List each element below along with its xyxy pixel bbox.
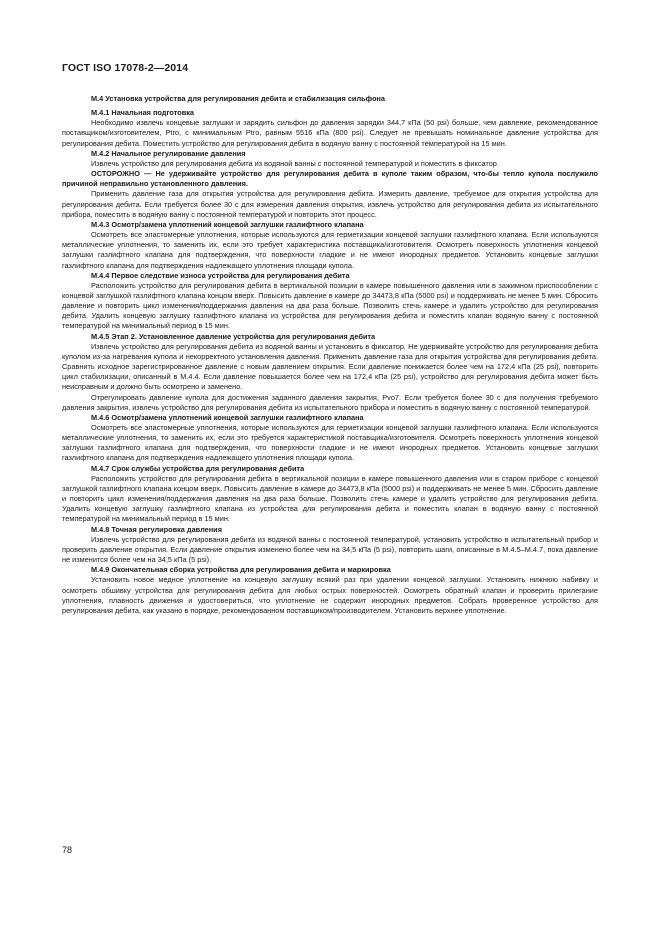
section-heading: M.4.9 Окончательная сборка устройства для регулирования дебита и маркировка: [91, 565, 391, 575]
section-heading: M.4.3 Осмотр/замена уплотнений концевой заглушки газлифтного клапана: [91, 219, 364, 229]
body-paragraph: Извлечь устройство для регулирования дебита из водяной ванны и установить в фиксатор. Не удерживайте устройство для регулирования дебита куполом из-за нагревания купола и некорректного установления давления. Применить давление газа для открытия устройства для регулирования дебита. Сравнить исходное зарегистрированное давление с новым давлением открытия. Если давление понижается более чем на 172,4 кПа (25 psi), повторить цикл стабилизации, описанный в M.4.4. Если давление повышается более чем на 172,4 кПа (25 psi), устройство для регулирования дебита может быть неисправным и должно быть осмотрено и заменено.: [62, 341, 598, 392]
body-paragraph: Установить новое медное уплотнение на концевую заглушку всякий раз при удалении концевой заглушки. Установить нижнюю набивку и осмотреть обшивку устройства для регулирования дебита для любых острых поверхностей. Осмотреть обратный клапан и проверить прилегание уплотнения, плавность движения и удостовериться, что уплотнение не содержит инородных предметов. Собрать проверенное устройство для регулирования дебита, как указано в порядке, рекомендованном поставщиком/производителем. Установить верхнее уплотнение.: [62, 575, 598, 615]
section-heading: M.4 Установка устройства для регулирования дебита и стабилизация сильфона: [91, 94, 385, 103]
body-paragraph: Осмотреть все эластомерные уплотнения, которые используются для герметизации концевой заглушки газлифтного клапана. Если используются металлические уплотнения, то заменить их, если это требуется характеристикой поставщика/изготовителя. Осмотреть поверхность уплотнения концевой заглушки газлифтного клапана для подтверждения, что поверхности гладкие и не имеют инородных предметов. Установить концевые заглушки газлифтного клапана для подтверждения надлежащего уплотнения площади купола.: [62, 423, 598, 463]
section-heading: M.4.6 Осмотр/замена уплотнений концевой заглушки газлифтного клапана: [91, 412, 364, 422]
body-paragraph: Расположить устройство для регулирования дебита в вертикальной позиции в камере повышенного давления или в старом приборе с концевой заглушкой газлифтного клапана концом вверх. Повысить давление в камере до 34473,8 кПа (5000 psi) и поддерживать не менее 5 мин. Сбросить давление и повторить цикл изменения/поддержания давления на два раза больше. Позволить стечь камере и удалить устройство для регулирования дебита. Удалить концевую заглушку газлифтного клапана из устройства для регулирования дебита и поместить клапан в водяную ванну с постоянной температурой на минимальный период в 15 мин.: [62, 473, 598, 524]
section-heading: M.4.5 Этап 2. Установленное давление устройства для регулирования дебита: [91, 331, 376, 341]
body-paragraph: Отрегулировать давление купола для достижения заданного давления закрытия, Pvo7. Если требуется более 30 с для получения требуемого давления закрытия, извлечь устройство для регулирования дебита из испытательного прибора и поместить в водяную ванну с постоянной температурой.: [62, 392, 598, 412]
section-heading: M.4.4 Первое следствие износа устройства для регулирования дебита: [91, 270, 350, 280]
body-paragraph: Расположить устройство для регулирования дебита в вертикальной позиции в камере повышенного давления или в зажимном приспособлении с концевой заглушкой газлифтного клапана концом вверх. Повысить давление в камере до 34473,8 кПа (5000 psi) и поддерживать не менее 5 мин. Сбросить давление и повторить цикл изменения/поддержания давления на два раза больше. Позволить стечь камере и удалить устройство для регулирования дебита. Удалить концевую заглушку газлифтного клапана из устройства для регулирования дебита и поместить клапан водяную ванну с постоянной температурой на минимальный период в 15 мин.: [62, 280, 598, 331]
section-heading: M.4.8 Точная регулировка давления: [91, 524, 222, 534]
page-header-title: ГОСТ ISO 17078-2—2014: [62, 62, 189, 74]
body-paragraph: Извлечь устройство для регулирования дебита из водяной ванны с постоянной температурой и поместить в фиксатор.: [91, 158, 499, 168]
body-paragraph: Осмотреть все эластомерные уплотнения, которые используются для герметизации концевой заглушки газлифтного клапана. Если используются металлические уплотнения, то заменить их, если это требует характеристика поставщика/изготовителя. Осмотреть поверхность уплотнения концевой заглушки газлифтного клапана для подтверждения, что поверхности гладкие и не имеют инородных предметов. Установить концевые заглушки газлифтного клапана для подтверждения надлежащего уплотнения площади купола.: [62, 230, 598, 270]
section-heading: M.4.7 Срок службы устройства для регулирования дебита: [91, 463, 305, 473]
page-number: 78: [62, 845, 73, 855]
section-heading: M.4.2 Начальное регулирование давления: [91, 148, 246, 158]
document-body: [62, 94, 598, 616]
section-heading: M.4.1 Начальная подготовка: [91, 108, 194, 118]
body-paragraph: Извлечь устройство для регулирования дебита из водяной ванны с постоянной температурой, установить устройство в испытательный прибор и проверить давление открытия. Если давление открытия изменено более чем на 34,5 кПа (5 psi), повторить шаги, описанные в M.4.5–M.4.7, пока давление не изменится более чем на 34,5 кПа (5 psi).: [62, 534, 598, 565]
body-paragraph: Применить давление газа для открытия устройства для регулирования дебита. Измерить давление, требуемое для открытия устройства для регулирования дебита. Если требуется более 30 с для измерения давления открытия, извлечь устройство для регулирования дебита из испытательного прибора, поместить в водяную ванну с постоянной температурой и повторить этот процесс.: [62, 189, 598, 219]
body-paragraph: Необходимо извлечь концевые заглушки и зарядить сильфон до давления зарядки 344,7 кПа (50 psi) больше, чем давление, рекомендованное поставщиком/изготовителем, Ptro, с минимальным Ptro, равным 5516 кПа (800 psi). Следует не превышать номинальное давление устройства для регулирования дебита. Поместить устройство для регулирования дебита в водяную ванну с постоянной температурой на 15 мин.: [62, 118, 598, 148]
warning-paragraph: ОСТОРОЖНО — Не удерживайте устройство для регулирования дебита в куполе таким образом, что-бы тепло купола послужило причиной неправильно установленного давления.: [62, 169, 598, 189]
